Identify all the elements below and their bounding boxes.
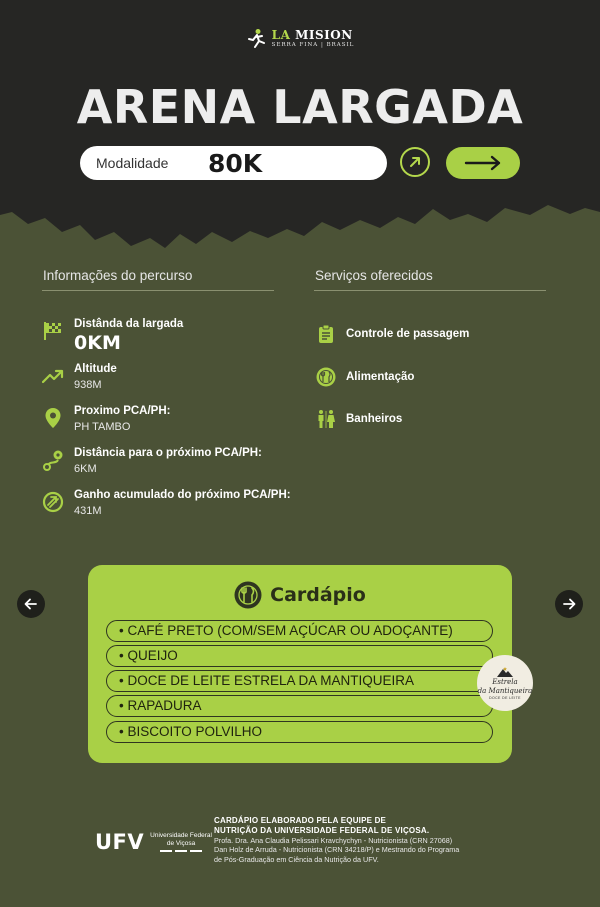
la-mision-logo	[0, 28, 600, 50]
arrow-right-icon	[463, 155, 503, 171]
ufv-dash-decoration	[150, 850, 212, 852]
seal-small-text: DOCE DE LEITE	[489, 695, 521, 700]
credits-line1: Profa. Dra. Ana Claudia Pelissari Kravchychyn - Nutricionista (CRN 27068)	[214, 836, 453, 845]
info-value-altitude: 938M	[74, 378, 102, 391]
modalidade-label: Modalidade	[96, 155, 169, 171]
info-item-distance	[42, 318, 183, 354]
page-title: ARENA LARGADA	[76, 80, 524, 134]
logo-title-accent: LA	[271, 28, 291, 43]
service-item-restrooms	[316, 409, 402, 429]
logo-subtitle: SERRA FINA | BRASIL	[271, 42, 355, 49]
info-value-distance: 0KM	[74, 331, 121, 354]
services-heading: Serviços oferecidos	[315, 268, 433, 283]
course-info-divider	[42, 290, 274, 291]
ufv-line2: de Viçosa	[166, 839, 196, 847]
carousel-next-button[interactable]	[555, 590, 583, 618]
ufv-mark: UFV	[95, 830, 145, 854]
services-divider	[314, 290, 546, 291]
credits-line2: Dan Holz de Arruda - Nutricionista (CRN 34218/P) e Mestrando do Programa	[214, 845, 460, 855]
info-label-distance: Distânda da largada	[74, 318, 184, 330]
next-button[interactable]	[446, 147, 520, 179]
service-label-restrooms: Banheiros	[346, 413, 403, 425]
info-label-elevation-gain: Ganho acumulado do próximo PCA/PH:	[74, 489, 291, 501]
info-item-next-pca	[42, 405, 171, 433]
checkered-flag-icon	[42, 320, 64, 342]
arrow-up-right-icon	[408, 155, 422, 169]
clipboard-icon	[316, 324, 336, 344]
credits-line3: de Pós-Graduação em Ciência da Nutrição da UFV.	[214, 854, 379, 864]
menu-item: • QUEIJO	[106, 645, 493, 667]
info-value-next-pca: PH TAMBO	[74, 420, 131, 433]
carousel-prev-button[interactable]	[17, 590, 45, 618]
elevation-gain-icon	[42, 491, 64, 513]
menu-card-header	[88, 581, 512, 609]
service-item-food	[316, 367, 414, 387]
info-label-altitude: Altitude	[74, 363, 117, 375]
info-item-distance-next	[42, 447, 262, 475]
menu-card	[88, 565, 512, 763]
info-label-next-pca: Proximo PCA/PH:	[74, 405, 171, 417]
credits-heading-line2: NUTRIÇÃO DA UNIVERSIDADE FEDERAL DE VIÇOSA.	[214, 826, 430, 835]
seal-script-line2: da Mantiqueira	[477, 686, 533, 695]
menu-item: • DOCE DE LEITE ESTRELA DA MANTIQUEIRA	[106, 670, 493, 692]
ufv-line1: Universidade Federal	[150, 831, 212, 839]
restroom-icon	[316, 409, 336, 429]
menu-item: • RAPADURA	[106, 695, 493, 717]
mountain-logo-icon	[497, 667, 513, 677]
menu-title: Cardápio	[270, 584, 366, 606]
cutlery-icon	[234, 581, 262, 609]
service-item-checkpoint	[316, 324, 469, 344]
estrela-mantiqueira-seal	[477, 655, 533, 711]
menu-item: • CAFÉ PRETO (COM/SEM AÇÚCAR OU ADOÇANTE)	[106, 620, 493, 642]
info-item-elevation-gain	[42, 489, 291, 517]
credits-heading-line1: CARDÁPIO ELABORADO PELA EQUIPE DE	[214, 816, 387, 825]
open-external-button[interactable]	[400, 147, 430, 177]
info-label-distance-next: Distância para o próximo PCA/PH:	[74, 447, 262, 459]
seal-script-line1: Estrela	[492, 677, 518, 686]
modalidade-selector[interactable]	[80, 146, 387, 180]
arrow-right-icon	[562, 597, 576, 611]
info-value-distance-next: 6KM	[74, 462, 97, 475]
ufv-logo	[95, 830, 212, 854]
service-label-food: Alimentação	[346, 371, 415, 383]
menu-item: • BISCOITO POLVILHO	[106, 721, 493, 743]
location-pin-icon	[42, 407, 64, 429]
cutlery-icon	[316, 367, 336, 387]
course-info-heading: Informações do percurso	[43, 268, 193, 283]
arrow-left-icon	[24, 597, 38, 611]
modalidade-value: 80K	[208, 149, 263, 178]
trending-up-icon	[42, 365, 64, 387]
runner-icon	[246, 28, 266, 50]
info-item-altitude	[42, 363, 117, 391]
info-value-elevation-gain: 431M	[74, 504, 102, 517]
menu-credits	[214, 816, 544, 864]
logo-title: MISION	[295, 28, 353, 43]
service-label-checkpoint: Controle de passagem	[346, 328, 470, 340]
route-icon	[42, 449, 64, 471]
